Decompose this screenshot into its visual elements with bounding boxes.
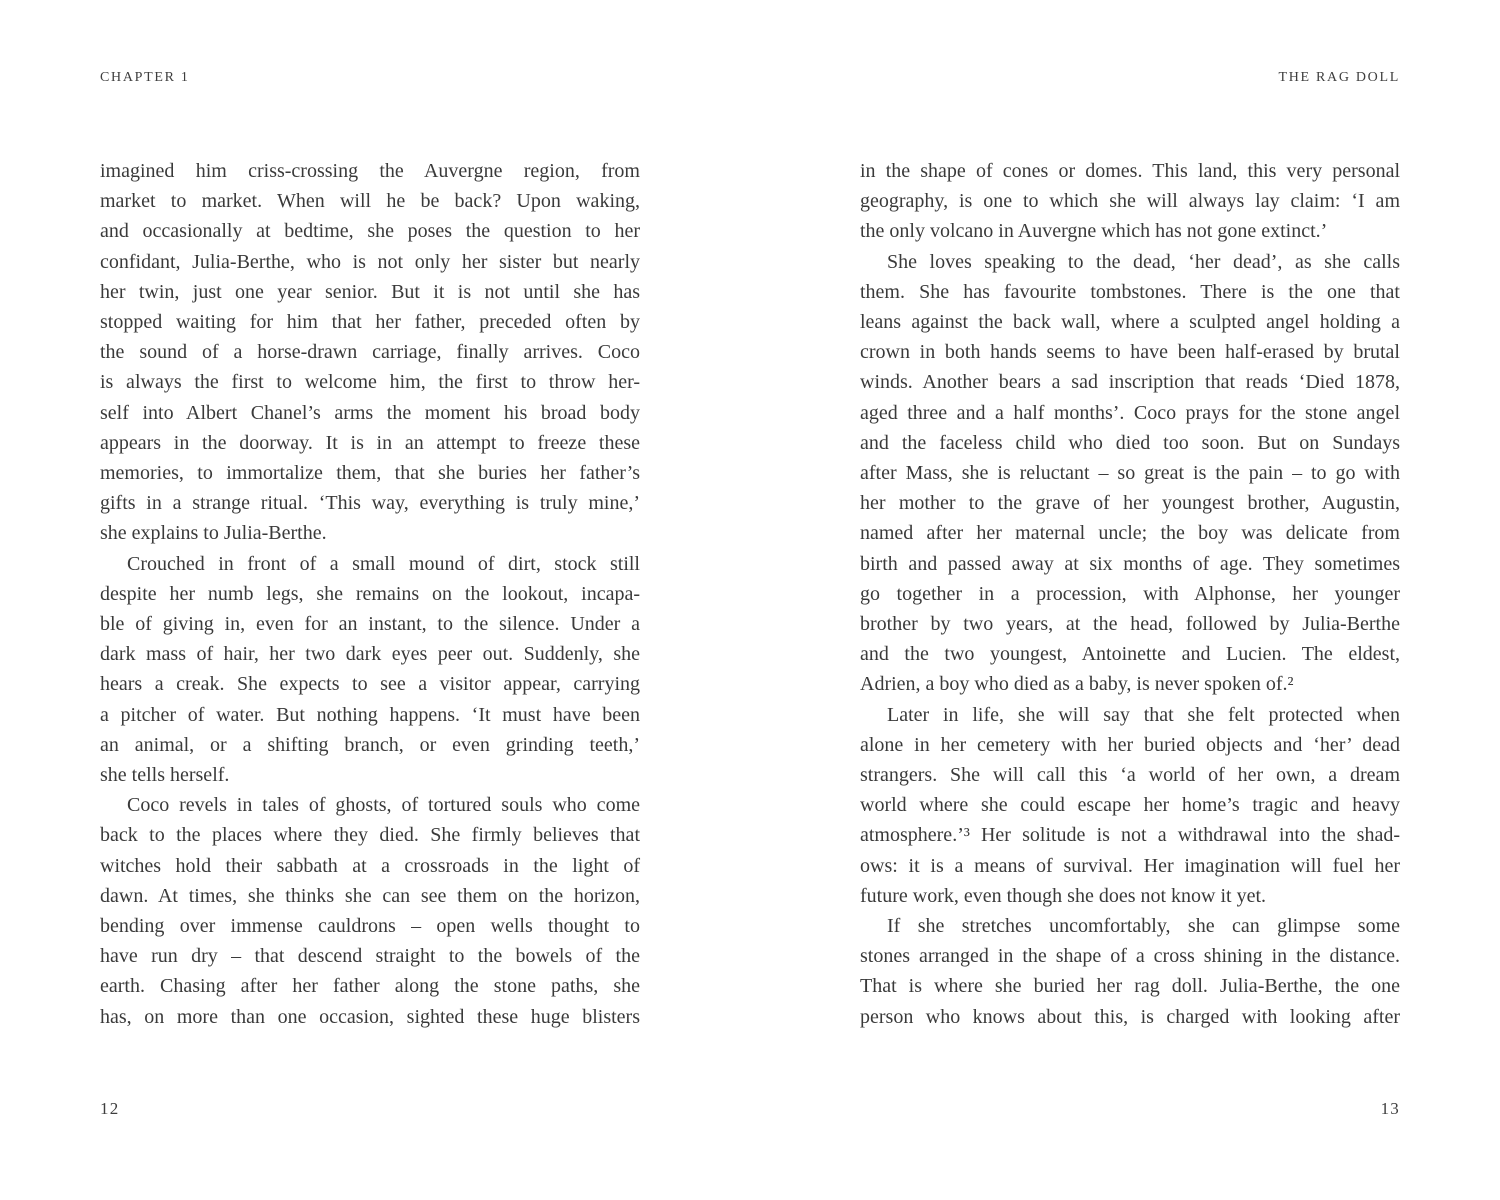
text-line: Crouched in front of a small mound of dirt, stock still [127, 552, 640, 575]
text-line: her mother to the grave of her youngest brother, Augustin, [860, 492, 1400, 515]
text-line: ble of giving in, even for an instant, to the silence. Under a [100, 613, 640, 636]
text-line: go together in a procession, with Alphonse, her younger [860, 582, 1400, 605]
text-line: the only volcano in Auvergne which has not gone extinct.’ [860, 220, 1328, 243]
right-page-text-block [860, 156, 1400, 1032]
text-line: geography, is one to which she will always lay claim: ‘I am [860, 190, 1400, 213]
page-left [100, 0, 640, 1200]
text-line: ows: it is a means of survival. Her imagination will fuel her [860, 854, 1400, 877]
right-running-header: THE RAG DOLL [1278, 70, 1400, 85]
text-line: appears in the doorway. It is in an attempt to freeze these [100, 431, 640, 454]
text-line: an animal, or a shifting branch, or even grinding teeth,’ [100, 733, 640, 756]
text-line: and the two youngest, Antoinette and Lucien. The eldest, [860, 643, 1400, 666]
text-line: alone in her cemetery with her buried objects and ‘her’ dead [860, 733, 1400, 756]
text-line: bending over immense cauldrons – open wells thought to [100, 915, 640, 938]
text-line: person who knows about this, is charged with looking after [860, 1005, 1400, 1028]
text-line: them. She has favourite tombstones. There is the one that [860, 280, 1400, 303]
text-line: has, on more than one occasion, sighted these huge blisters [100, 1005, 640, 1028]
text-line: after Mass, she is reluctant – so great is the pain – to go with [860, 462, 1400, 485]
text-line: She loves speaking to the dead, ‘her dead’, as she calls [887, 250, 1400, 273]
text-line: Coco revels in tales of ghosts, of tortured souls who come [127, 794, 640, 817]
text-line: birth and passed away at six months of age. They sometimes [860, 552, 1400, 575]
text-line: and occasionally at bedtime, she poses the question to her [100, 220, 640, 243]
text-line: she tells herself. [100, 764, 230, 787]
text-line: Adrien, a boy who died as a baby, is never spoken of.² [860, 673, 1294, 696]
text-line: hears a creak. She expects to see a visitor appear, carrying [100, 673, 640, 696]
text-line: That is where she buried her rag doll. Julia-Berthe, the one [860, 975, 1400, 998]
text-line: stones arranged in the shape of a cross shining in the distance. [860, 945, 1400, 968]
text-line: a pitcher of water. But nothing happens. ‘It must have been [100, 703, 640, 726]
left-page-number: 12 [100, 1099, 120, 1118]
text-line: the sound of a horse-drawn carriage, finally arrives. Coco [100, 341, 640, 364]
text-line: aged three and a half months’. Coco prays for the stone angel [860, 401, 1400, 424]
text-line: winds. Another bears a sad inscription that reads ‘Died 1878, [860, 371, 1400, 394]
text-line: dark mass of hair, her two dark eyes peer out. Suddenly, she [100, 643, 640, 666]
left-running-header: CHAPTER 1 [100, 70, 190, 85]
text-line: is always the first to welcome him, the first to throw her- [100, 371, 640, 394]
text-line: memories, to immortalize them, that she buries her father’s [100, 462, 640, 485]
text-line: brother by two years, at the head, followed by Julia-Berthe [860, 613, 1400, 636]
text-line: gifts in a strange ritual. ‘This way, everything is truly mine,’ [100, 492, 640, 515]
text-line: have run dry – that descend straight to the bowels of the [100, 945, 640, 968]
text-line: market to market. When will he be back? Upon waking, [100, 190, 640, 213]
text-line: future work, even though she does not know it yet. [860, 884, 1267, 907]
text-line: stopped waiting for him that her father, preceded often by [100, 311, 640, 334]
text-line: earth. Chasing after her father along the stone paths, she [100, 975, 640, 998]
text-line: her twin, just one year senior. But it is not until she has [100, 280, 640, 303]
text-line: in the shape of cones or domes. This land, this very personal [860, 160, 1400, 182]
left-page-text-block [100, 156, 640, 1032]
text-line: confidant, Julia-Berthe, who is not only her sister but nearly [100, 250, 640, 273]
text-line: self into Albert Chanel’s arms the moment his broad body [100, 401, 640, 424]
text-line: she explains to Julia-Berthe. [100, 522, 327, 545]
text-line: atmosphere.’³ Her solitude is not a withdrawal into the shad- [860, 824, 1400, 847]
text-line: leans against the back wall, where a sculpted angel holding a [860, 311, 1400, 334]
text-line: strangers. She will call this ‘a world of her own, a dream [860, 764, 1400, 787]
page-right [860, 0, 1400, 1200]
text-line: named after her maternal uncle; the boy was delicate from [860, 522, 1400, 545]
text-line: despite her numb legs, she remains on the lookout, incapa- [100, 582, 640, 605]
text-line: crown in both hands seems to have been half-erased by brutal [860, 341, 1400, 364]
text-line: back to the places where they died. She firmly believes that [100, 824, 640, 847]
text-line: Later in life, she will say that she felt protected when [887, 703, 1400, 726]
right-page-number: 13 [1380, 1099, 1400, 1118]
text-line: imagined him criss-crossing the Auvergne region, from [100, 160, 640, 182]
text-line: world where she could escape her home’s tragic and heavy [860, 794, 1400, 817]
text-line: dawn. At times, she thinks she can see them on the horizon, [100, 884, 640, 907]
text-line: witches hold their sabbath at a crossroads in the light of [100, 854, 640, 877]
text-line: and the faceless child who died too soon. But on Sundays [860, 431, 1400, 454]
text-line: If she stretches uncomfortably, she can glimpse some [887, 915, 1400, 938]
